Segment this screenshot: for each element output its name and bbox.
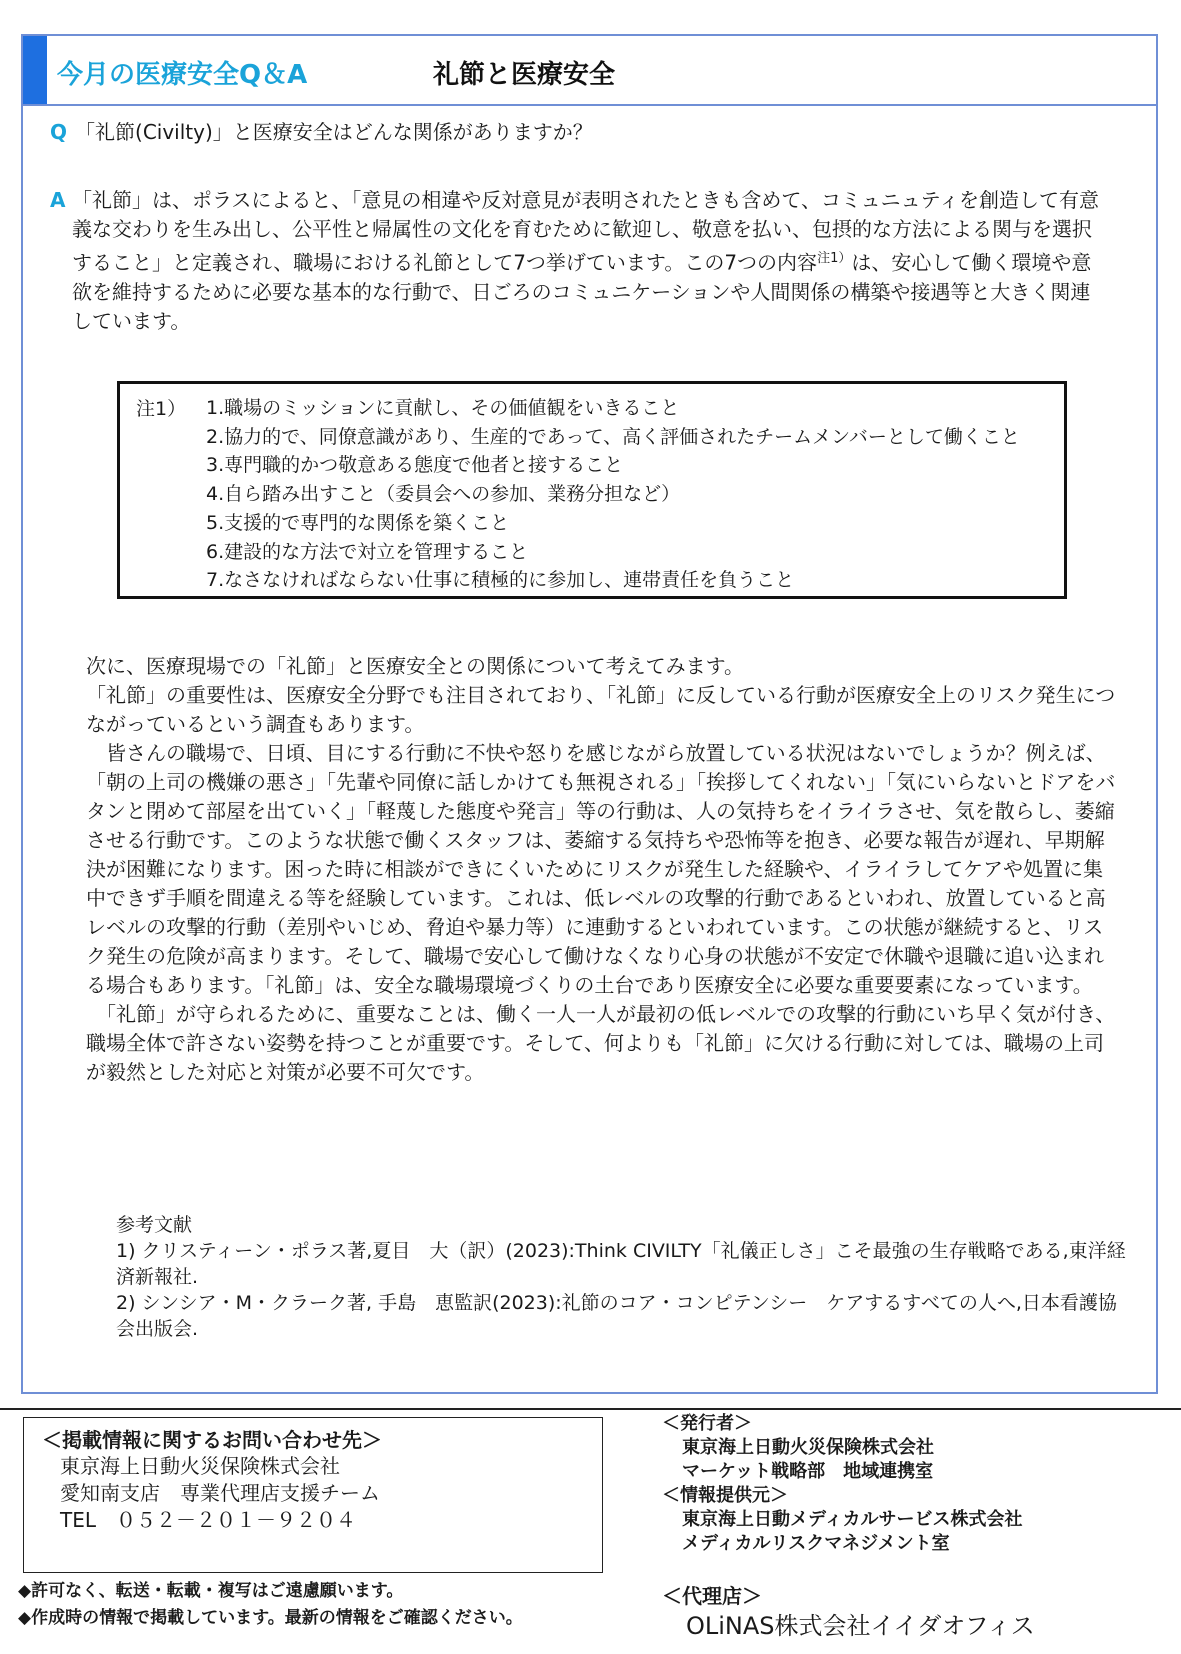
page-header — [21, 34, 1158, 106]
civility-item: 1.職場のミッションに貢献し、その価値観をいきること — [206, 397, 680, 419]
page-title: 礼節と医療安全 — [433, 60, 616, 90]
answer-mark: A — [50, 188, 66, 212]
reference-item: 2) シンシア・M・クラーク著, 手島 恵監訳(2023):礼節のコア・コンピテンシー ケアするすべての人へ,日本看護協会出版会. — [116, 1292, 1117, 1340]
note-label: 注1） — [136, 398, 187, 420]
issuer-info — [662, 1412, 1023, 1556]
issuer-dept: マーケット戦略部 地域連携室 — [682, 1461, 934, 1482]
body-paragraph: 皆さんの職場で、日頃、目にする行動に不快や怒りを感じながら放置している状況はないでしょうか？例えば、「朝の上司の機嫌の悪さ」「先輩や同僚に話しかけても無視される」「挨拶してくれない」「気にいらないとドアをバタンと閉めて部屋を出ていく」「軽蔑した態度や発言」等の行動は、人の気持ちをイライラさせ、気を散らし、萎縮させる行動です。このような状態で働くスタッフは、萎縮する気持ちや恐怖等を抱き、必要な報告が遅れ、早期解決が困難になります。困った時に相談ができにくいためにリスクが発生した経験や、イライラしてケアや処置に集中できず手順を間違える等を経験しています。これは、低レベルの攻撃的行動であるといわれ、放置していると高レベルの攻撃的行動（差別やいじめ、脅迫や暴力等）に連動するといわれています。この状態が継続すると、リスク発生の危険が高まります。そして、職場で安心して働けなくなり心身の状態が不安定で休職や退職に追い込まれる場合もあります。「礼節」は、安全な職場環境づくりの土台であり医療安全に必要な重要要素になっています。 — [86, 741, 1116, 997]
civility-note-box — [117, 381, 1067, 599]
series-title: 今月の医療安全Q＆A — [57, 60, 308, 90]
body-text — [86, 652, 1116, 1087]
answer-footnote-ref: 注1） — [817, 251, 852, 266]
header-accent-bar — [23, 36, 47, 104]
notices — [18, 1578, 523, 1632]
civility-item: 5.支援的で専門的な関係を築くこと — [206, 511, 510, 534]
civility-item: 7.なさなければならない仕事に積極的に参加し、連帯責任を負うこと — [206, 569, 795, 592]
civility-item: 6.建設的な方法で対立を管理すること — [206, 540, 529, 563]
body-paragraph: 「礼節」が守られるために、重要なことは、働く一人一人が最初の低レベルでの攻撃的行動にいち早く気が付き、職場全体で許さない姿勢を持つことが重要です。そして、何よりも「礼節」に欠ける行動に対しては、職場の上司が毅然とした対応と対策が必要不可欠です。 — [86, 1002, 1116, 1084]
provider-dept: メディカルリスクマネジメント室 — [682, 1533, 950, 1554]
civility-list — [206, 394, 1020, 595]
question-mark: Q — [50, 120, 68, 144]
contact-phone: TEL ０５２－２０１－９２０４ — [60, 1508, 356, 1532]
civility-item: 3.専門職的かつ敬意ある態度で他者と接すること — [206, 454, 624, 477]
question-row — [50, 116, 593, 145]
contact-box — [23, 1417, 603, 1573]
agency-name: OLiNAS株式会社イイダオフィス — [686, 1612, 1035, 1640]
issuer-company: 東京海上日動火災保険株式会社 — [682, 1437, 934, 1458]
body-paragraph: 次に、医療現場での「礼節」と医療安全との関係について考えてみます。 — [86, 654, 744, 678]
contact-branch: 愛知南支店 専業代理店支援チーム — [60, 1481, 380, 1505]
footer-divider — [0, 1408, 1181, 1410]
references-heading: 参考文献 — [116, 1214, 193, 1236]
body-paragraph: 「礼節」の重要性は、医療安全分野でも注目されており、「礼節」に反している行動が医療安全上のリスク発生につながっているという調査もあります。 — [86, 683, 1116, 736]
contact-company: 東京海上日動火災保険株式会社 — [60, 1454, 340, 1478]
answer-row — [50, 186, 1110, 336]
contact-heading: ＜掲載情報に関するお問い合わせ先＞ — [42, 1428, 382, 1452]
agency-heading: ＜代理店＞ — [662, 1584, 762, 1608]
notice-item: ◆作成時の情報で掲載しています。最新の情報をご確認ください。 — [18, 1608, 523, 1628]
answer-body: 「礼節」は、ポラスによると、「意見の相違や反対意見が表明されたときも含めて、コミュニュティを創造して有意義な交わりを生み出し、公平性と帰属性の文化を育むために歓迎し、敬意を払い、包摂的な方法による関与を選択すること」と定義され、職場における礼節として7つ挙げています。この7つの内容 — [72, 188, 1099, 275]
provider-heading: ＜情報提供元＞ — [662, 1485, 788, 1506]
civility-item: 4.自ら踏み出すこと（委員会への参加、業務分担など） — [206, 483, 681, 506]
answer-body-tail: は、安心して働く環境や意欲を維持するために必要な基本的な行動で、日ごろのコミュニケーションや人間関係の構築や接遇等と大きく関連しています。 — [72, 250, 1092, 333]
question-text: 「礼節(Civilty)」と医療安全はどんな関係がありますか？ — [75, 120, 593, 144]
issuer-heading: ＜発行者＞ — [662, 1413, 752, 1434]
notice-item: ◆許可なく、転送・転載・複写はご遠慮願います。 — [18, 1581, 404, 1601]
answer-text — [72, 186, 1110, 336]
reference-item: 1) クリスティーン・ポラス著,夏目 大（訳）(2023):Think CIVILTY「礼儀正しさ」こそ最強の生存戦略である,東洋経済新報社. — [116, 1240, 1126, 1288]
references — [116, 1212, 1126, 1342]
civility-item: 2.協力的で、同僚意識があり、生産的であって、高く評価されたチームメンバーとして働くこと — [206, 425, 1020, 448]
provider-company: 東京海上日動メディカルサービス株式会社 — [682, 1509, 1023, 1530]
